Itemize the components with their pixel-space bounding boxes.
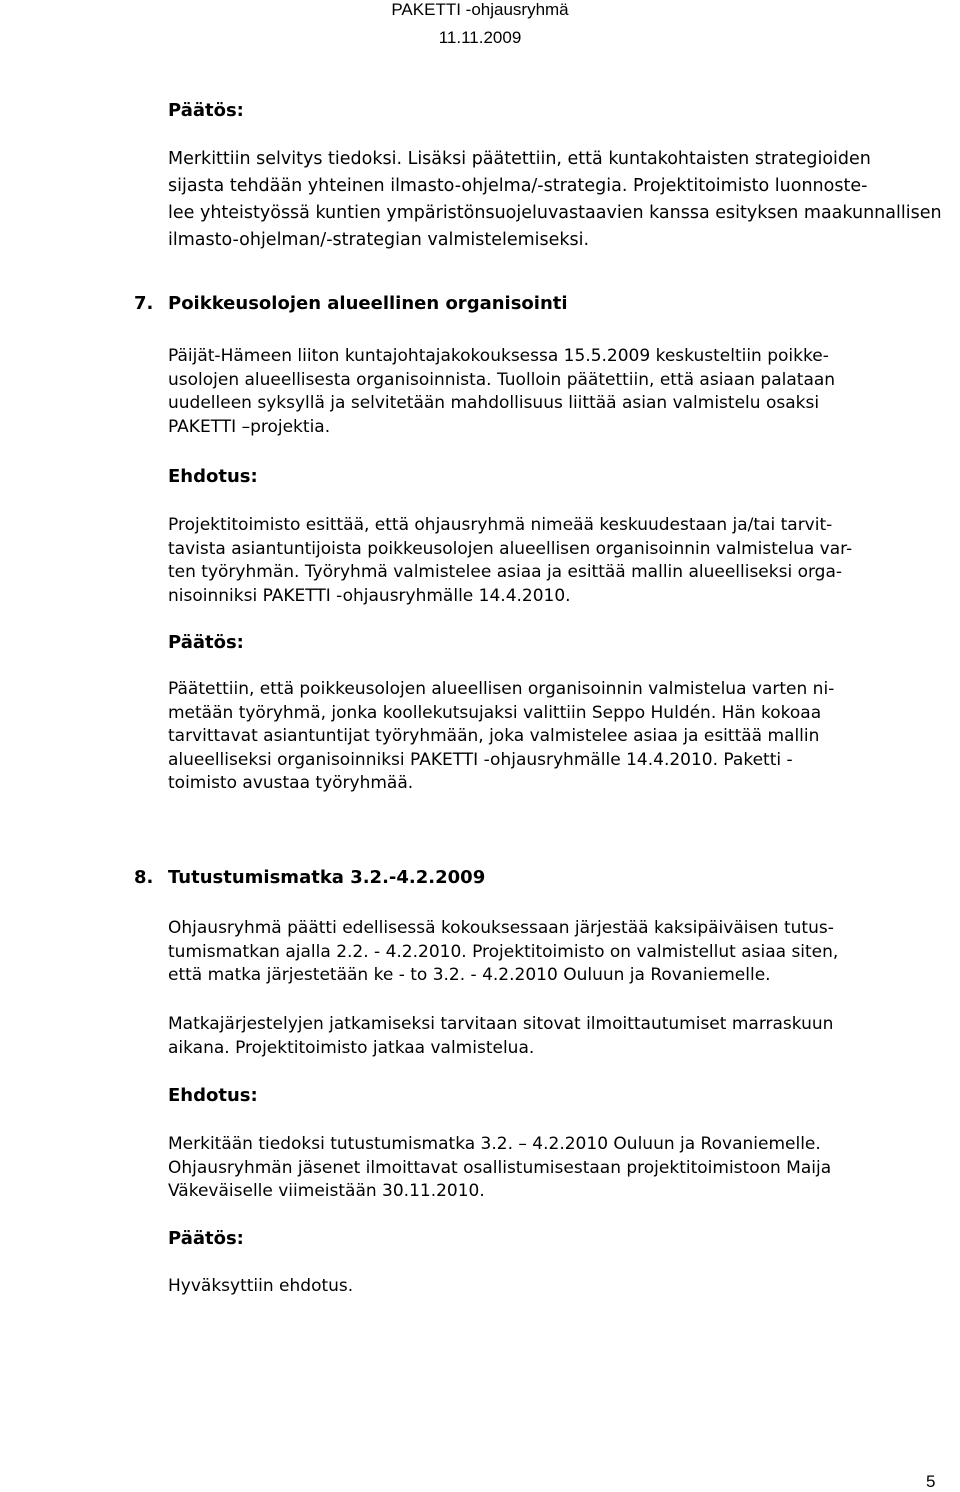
text-line: sijasta tehdään yhteinen ilmasto-ohjelma/-strategia. Projektitoimisto luonnoste- bbox=[168, 176, 868, 196]
ehdotus-label: Ehdotus: bbox=[168, 466, 258, 487]
text-line: Väkeväiselle viimeistään 30.11.2010. bbox=[168, 1181, 485, 1201]
text-line: ilmasto-ohjelman/-strategian valmistelemiseksi. bbox=[168, 230, 590, 250]
section-number: 7. bbox=[134, 293, 154, 314]
paatos-text bbox=[168, 1275, 928, 1299]
paatos-text bbox=[168, 678, 928, 796]
section-title: Tutustumismatka 3.2.-4.2.2009 bbox=[168, 867, 486, 888]
paatos-label: Päätös: bbox=[168, 632, 244, 653]
text-line: Projektitoimisto esittää, että ohjausryhmä nimeää keskuudestaan ja/tai tarvit- bbox=[168, 515, 833, 535]
ehdotus-label: Ehdotus: bbox=[168, 1085, 258, 1106]
section-number: 8. bbox=[134, 867, 154, 888]
text-line: aikana. Projektitoimisto jatkaa valmistelua. bbox=[168, 1037, 535, 1058]
text-line: Matkajärjestelyjen jatkamiseksi tarvitaan sitovat ilmoittautumiset marraskuun bbox=[168, 1014, 834, 1034]
paatos-label: Päätös: bbox=[168, 100, 244, 121]
text-line: PAKETTI –projektia. bbox=[168, 416, 331, 437]
text-line: Päijät-Hämeen liiton kuntajohtajakokouksessa 15.5.2009 keskusteltiin poikke- bbox=[168, 346, 829, 366]
section-7-intro bbox=[168, 345, 928, 439]
text-line: ten työryhmän. Työryhmä valmistelee asiaa ja esittää mallin alueelliseksi orga- bbox=[168, 562, 843, 582]
text-line: uudelleen syksyllä ja selvitetään mahdollisuus liittää asian valmistelu osaksi bbox=[168, 393, 820, 413]
section-title: Poikkeusolojen alueellinen organisointi bbox=[168, 293, 568, 314]
text-line: alueelliseksi organisoinniksi PAKETTI -ohjausryhmälle 14.4.2010. Paketti - bbox=[168, 749, 793, 770]
text-line: Merkittiin selvitys tiedoksi. Lisäksi päätettiin, että kuntakohtaisten strategioiden bbox=[168, 149, 871, 169]
text-line: lee yhteistyössä kuntien ympäristönsuojeluvastaavien kanssa esityksen maakunnallisen bbox=[168, 203, 942, 223]
header-title: PAKETTI -ohjausryhmä bbox=[391, 0, 569, 19]
text-line: tumismatkan ajalla 2.2. - 4.2.2010. Projektitoimisto on valmistellut asiaa siten, bbox=[168, 941, 839, 962]
paatos-text bbox=[168, 146, 942, 254]
text-line: toimisto avustaa työryhmää. bbox=[168, 773, 414, 793]
text-line: Päätettiin, että poikkeusolojen alueellisen organisoinnin valmistelua varten ni- bbox=[168, 679, 835, 699]
text-line: tavista asiantuntijoista poikkeusolojen alueellisen organisoinnin valmistelua var- bbox=[168, 538, 853, 559]
text-line: Ohjausryhmän jäsenet ilmoittavat osallistumisestaan projektitoimistoon Maija bbox=[168, 1157, 832, 1178]
ehdotus-text bbox=[168, 1133, 928, 1204]
paatos-label: Päätös: bbox=[168, 1228, 244, 1249]
text-line: nisoinniksi PAKETTI -ohjausryhmälle 14.4.2010. bbox=[168, 585, 571, 606]
text-line: tarvittavat asiantuntijat työryhmään, joka valmistelee asiaa ja esittää mallin bbox=[168, 726, 820, 746]
text-line: Merkitään tiedoksi tutustumismatka 3.2. – 4.2.2010 Ouluun ja Rovaniemelle. bbox=[168, 1134, 821, 1154]
page-number: 5 bbox=[926, 1472, 936, 1491]
text-line: usolojen alueellisesta organisoinnista. Tuolloin päätettiin, että asiaan palataan bbox=[168, 369, 836, 390]
text-line: Hyväksyttiin ehdotus. bbox=[168, 1276, 354, 1296]
section-8-intro-2 bbox=[168, 1013, 928, 1060]
header-date: 11.11.2009 bbox=[438, 28, 522, 47]
text-line: metään työryhmä, jonka koollekutsujaksi valittiin Seppo Huldén. Hän kokoaa bbox=[168, 702, 822, 723]
text-line: Ohjausryhmä päätti edellisessä kokouksessaan järjestää kaksipäiväisen tutus- bbox=[168, 918, 834, 938]
ehdotus-text bbox=[168, 514, 928, 608]
text-line: että matka järjestetään ke - to 3.2. - 4.2.2010 Ouluun ja Rovaniemelle. bbox=[168, 965, 771, 985]
section-8-intro bbox=[168, 917, 928, 988]
